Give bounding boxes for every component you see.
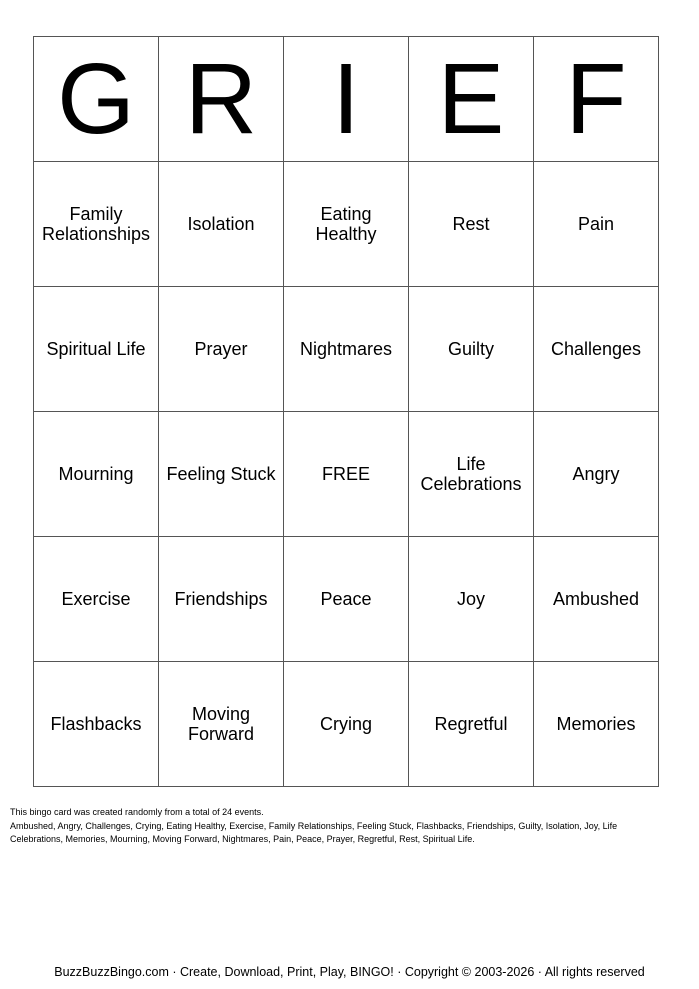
bingo-cell: Eating Healthy [284,162,409,287]
bingo-cell: Friendships [159,537,284,662]
bingo-cell: Ambushed [534,537,659,662]
bingo-row [34,662,659,787]
card-info-events-list: Ambushed, Angry, Challenges, Crying, Eating Healthy, Exercise, Family Relationships, Feeling Stuck, Flashbacks, Friendships, Guilty, Isolation, Joy, Life Celebrations, Memories, Mourning, Moving Forward, Nightmares, Pain, Peace, Prayer, Regretful, Rest, Spiritual Life. [10,820,618,844]
bingo-cell: Memories [534,662,659,787]
bingo-cell: Mourning [34,412,159,537]
free-space-cell: FREE [284,412,409,537]
bingo-row [34,287,659,412]
bingo-row [34,537,659,662]
header-letter: F [534,37,659,162]
bingo-cell: Moving Forward [159,662,284,787]
bingo-cell: Flashbacks [34,662,159,787]
bingo-cell: Regretful [409,662,534,787]
bingo-row [34,412,659,537]
header-letter: R [159,37,284,162]
card-info [10,806,670,847]
bingo-cell: Rest [409,162,534,287]
bingo-card [33,36,659,787]
header-letter: E [409,37,534,162]
bingo-cell: Peace [284,537,409,662]
card-info-summary: This bingo card was created randomly from a total of 24 events. [10,807,264,817]
header-letter: I [284,37,409,162]
footer-copyright: BuzzBuzzBingo.com · Create, Download, Print, Play, BINGO! · Copyright © 2003-2026 · All rights reserved [54,965,645,979]
bingo-cell: Spiritual Life [34,287,159,412]
bingo-cell: Feeling Stuck [159,412,284,537]
bingo-cell: Crying [284,662,409,787]
bingo-cell: Exercise [34,537,159,662]
bingo-cell: Guilty [409,287,534,412]
bingo-cell: Nightmares [284,287,409,412]
bingo-cell: Prayer [159,287,284,412]
bingo-row [34,162,659,287]
header-row [34,37,659,162]
bingo-cell: Challenges [534,287,659,412]
bingo-cell: Life Celebrations [409,412,534,537]
bingo-cell: Family Relationships [34,162,159,287]
bingo-cell: Isolation [159,162,284,287]
bingo-cell: Pain [534,162,659,287]
header-letter: G [34,37,159,162]
bingo-cell: Angry [534,412,659,537]
bingo-cell: Joy [409,537,534,662]
